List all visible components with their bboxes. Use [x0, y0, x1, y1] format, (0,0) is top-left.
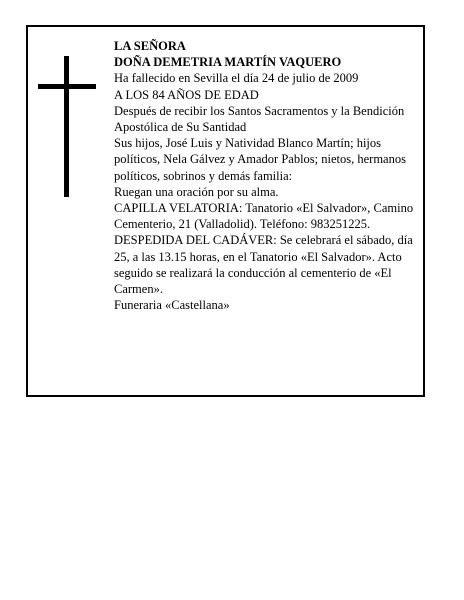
farewell-line: DESPEDIDA DEL CADÁVER: Se celebrará el sábado, día 25, a las 13.15 horas, en el Tanatorio «El Salvador». Acto seguido se realizará la conducción al cementerio de «El Carmen».: [114, 233, 413, 297]
cross-icon: [38, 56, 96, 197]
notice-title: LA SEÑORA: [114, 39, 186, 53]
sacraments-line: Después de recibir los Santos Sacramentos y la Bendición Apostólica de Su Santidad: [114, 103, 405, 135]
obituary-text: [114, 38, 414, 313]
prayer-line: Ruegan una oración por su alma.: [114, 184, 279, 199]
family-line: Sus hijos, José Luis y Natividad Blanco Martín; hijos políticos, Nela Gálvez y Amador Pablos; nietos, hermanos políticos, sobrinos y demás familia:: [114, 136, 406, 183]
age-line: A LOS 84 AÑOS DE EDAD: [114, 87, 259, 102]
death-info: Ha fallecido en Sevilla el día 24 de julio de 2009: [114, 71, 359, 86]
deceased-name: DOÑA DEMETRIA MARTÍN VAQUERO: [114, 55, 342, 70]
chapel-line: CAPILLA VELATORIA: Tanatorio «El Salvador», Camino Cementerio, 21 (Valladolid). Teléfono: 983251225.: [114, 201, 414, 232]
cross-vertical-bar: [64, 56, 69, 197]
funeral-home-line: Funeraria «Castellana»: [114, 298, 230, 313]
cross-horizontal-bar: [38, 84, 96, 89]
